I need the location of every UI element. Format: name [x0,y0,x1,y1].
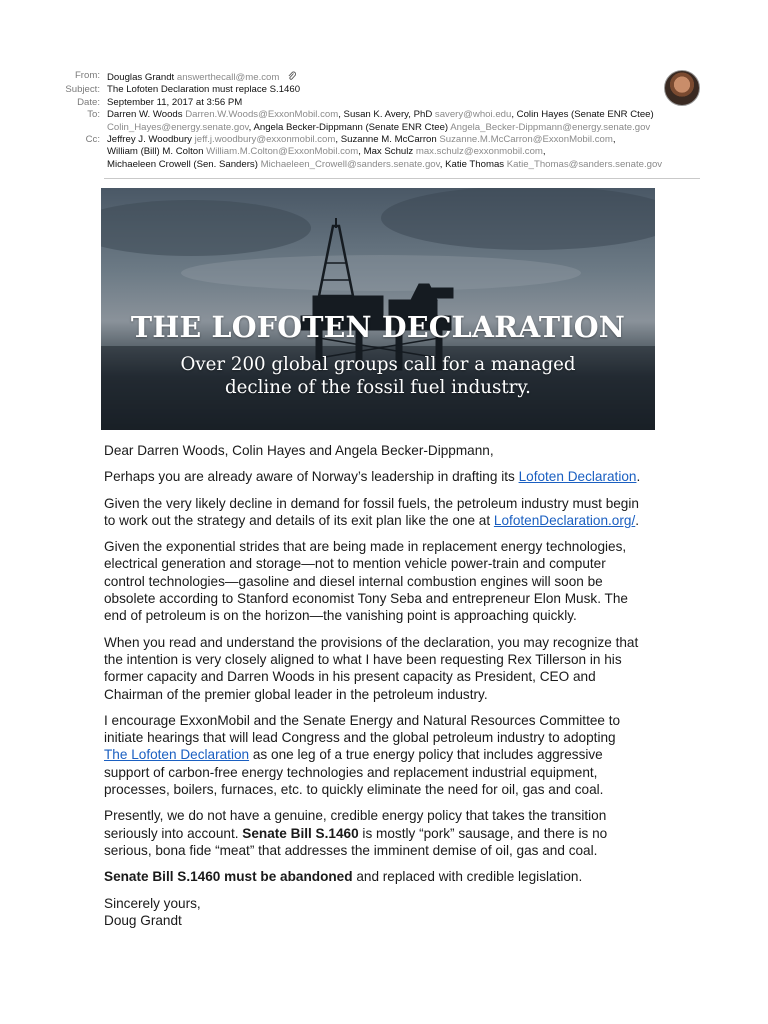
recipient-name[interactable]: Angela Becker-Dippmann (Senate ENR Ctee) [253,121,449,133]
recipient-name[interactable]: Colin Hayes (Senate ENR Ctee) [516,109,654,121]
from-label: From: [74,70,100,81]
abandon-bill-bold: Senate Bill S.1460 must be abandoned [104,869,353,885]
recipient-address[interactable]: savery@whoi.edu [434,109,512,121]
lofoten-declaration-link[interactable]: Lofoten Declaration [518,469,637,485]
recipient-separator: , [335,134,339,146]
recipient-address[interactable]: max.schulz@exxonmobil.com [415,146,543,158]
to-label: To: [87,109,100,121]
recipient-separator: , [542,146,546,158]
recipient-address[interactable]: Suzanne.M.McCarron@ExxonMobil.com [439,134,613,146]
recipient-name[interactable]: Katie Thomas [445,158,505,170]
recipient-separator: , [612,134,616,146]
header-divider [104,178,700,179]
recipient-name[interactable]: Max Schulz [363,146,414,158]
recipient-address[interactable]: Darren.W.Woods@ExxonMobil.com [185,109,339,121]
paperclip-icon[interactable] [288,71,296,81]
the-lofoten-declaration-link[interactable]: The Lofoten Declaration [104,747,250,763]
recipient-address[interactable]: Angela_Becker-Dippmann@energy.senate.gov [450,121,651,133]
recipient-address[interactable]: Katie_Thomas@sanders.senate.gov [506,158,663,170]
recipient-address[interactable]: William.M.Colton@ExxonMobil.com [206,146,359,158]
from-row [0,70,768,84]
recipient-address[interactable]: Michaeleen_Crowell@sanders.senate.gov [260,158,440,170]
recipient-separator: , [439,158,443,170]
signature: Doug Grandt [104,912,182,928]
lofotendeclaration-org-link[interactable]: LofotenDeclaration.org/ [493,512,636,528]
letter-body [104,442,704,938]
subject-row [0,84,768,96]
cc-row-continued-2 [0,159,768,171]
email-header [0,70,768,171]
closing: Sincerely yours, [104,895,201,911]
to-recipients-line-2 [107,122,768,134]
cc-recipients-line-2 [107,146,768,158]
from-name[interactable]: Douglas Grandt [107,72,175,83]
date-label: Date: [77,96,100,108]
date-row [0,97,768,109]
cc-label: Cc: [85,134,100,146]
paragraph-5: I encourage ExxonMobil and the Senate Energy and Natural Resources Committee to initiate hearings that will lead Congress and the global petroleum industry to adopting The Lofoten Declaration as one leg of a true energy policy that includes aggressive support of carbon-free energy technologies and replacement industrial equipment, processes, boilers, furnaces, etc. to quickly eliminate the need for oil, gas and coal. [104,712,621,798]
recipient-separator: , [248,121,252,133]
to-recipients-line-1 [107,109,768,121]
cc-row-continued-1 [0,146,768,158]
banner-subtitle [101,354,655,399]
recipient-separator: , [338,109,341,121]
subject-value: The Lofoten Declaration must replace S.1460 [107,84,301,96]
greeting: Dear Darren Woods, Colin Hayes and Angela Becker-Dippmann, [104,443,494,458]
paragraph-4: When you read and understand the provisions of the declaration, you may recognize that the intention is very closely aligned to what I have been requesting Rex Tillerson in his former capacity and Darren Woods in his present capacity as President, CEO and Chairman of the premier global leader in the petroleum industry. [104,634,639,702]
recipient-name[interactable]: Susan K. Avery, PhD [343,109,433,121]
paragraph-7: Senate Bill S.1460 must be abandoned and replaced with credible legislation. [104,869,583,885]
recipient-name[interactable]: Darren W. Woods [107,109,183,121]
lofoten-banner-image [101,188,655,430]
cc-recipients-line-1 [107,134,768,146]
recipient-name[interactable]: Jeffrey J. Woodbury [107,134,192,146]
cc-recipients-line-3 [107,159,768,171]
recipient-name[interactable]: William (Bill) M. Colton [107,146,204,158]
subject-label: Subject: [65,84,100,96]
from-address[interactable]: answerthecall@me.com [176,72,280,83]
recipient-address[interactable]: jeff.j.woodbury@exxonmobil.com [194,134,336,146]
paragraph-3: Given the exponential strides that are being made in replacement energy technologies, electrical generation and storage—not to mention vehicle power-train and computer control technologies—gasoline and diesel internal combustion engines will soon be obsolete according to Stanford economist Tony Seba and entrepreneur Elon Musk. The end of petroleum is on the horizon—the vanishing point is approaching quickly. [104,539,628,624]
sign-off [104,895,704,930]
banner-title: THE LOFOTEN DECLARATION [130,310,626,344]
sender-avatar[interactable] [664,70,700,106]
to-row-continued [0,122,768,134]
banner-subtitle-line-1: Over 200 global groups call for a managed [180,354,576,375]
recipient-separator: , [358,146,361,158]
paragraph-1: Perhaps you are already aware of Norway’s leadership in drafting its Lofoten Declaration. [104,469,641,485]
cc-row [0,134,768,146]
banner-subtitle-line-2: decline of the fossil fuel industry. [225,376,531,398]
recipient-name[interactable]: Michaeleen Crowell (Sen. Sanders) [107,158,258,170]
date-value: September 11, 2017 at 3:56 PM [107,96,243,108]
paragraph-6: Presently, we do not have a genuine, credible energy policy that takes the transition seriously into account. Senate Bill S.1460 is mostly “pork” sausage, and there is no serious, bona fide “meat” that addresses the imminent demise of oil, gas and coal. [104,808,608,858]
recipient-separator: , [511,109,514,121]
paragraph-2: Given the very likely decline in demand for fossil fuels, the petroleum industry must begin to work out the strategy and details of its exit plan like the one at LofotenDeclaration.org/. [104,495,640,528]
recipient-address[interactable]: Colin_Hayes@energy.senate.gov [107,121,249,133]
recipient-name[interactable]: Suzanne M. McCarron [340,134,437,146]
to-row [0,109,768,121]
senate-bill-bold: Senate Bill S.1460 [242,825,359,841]
